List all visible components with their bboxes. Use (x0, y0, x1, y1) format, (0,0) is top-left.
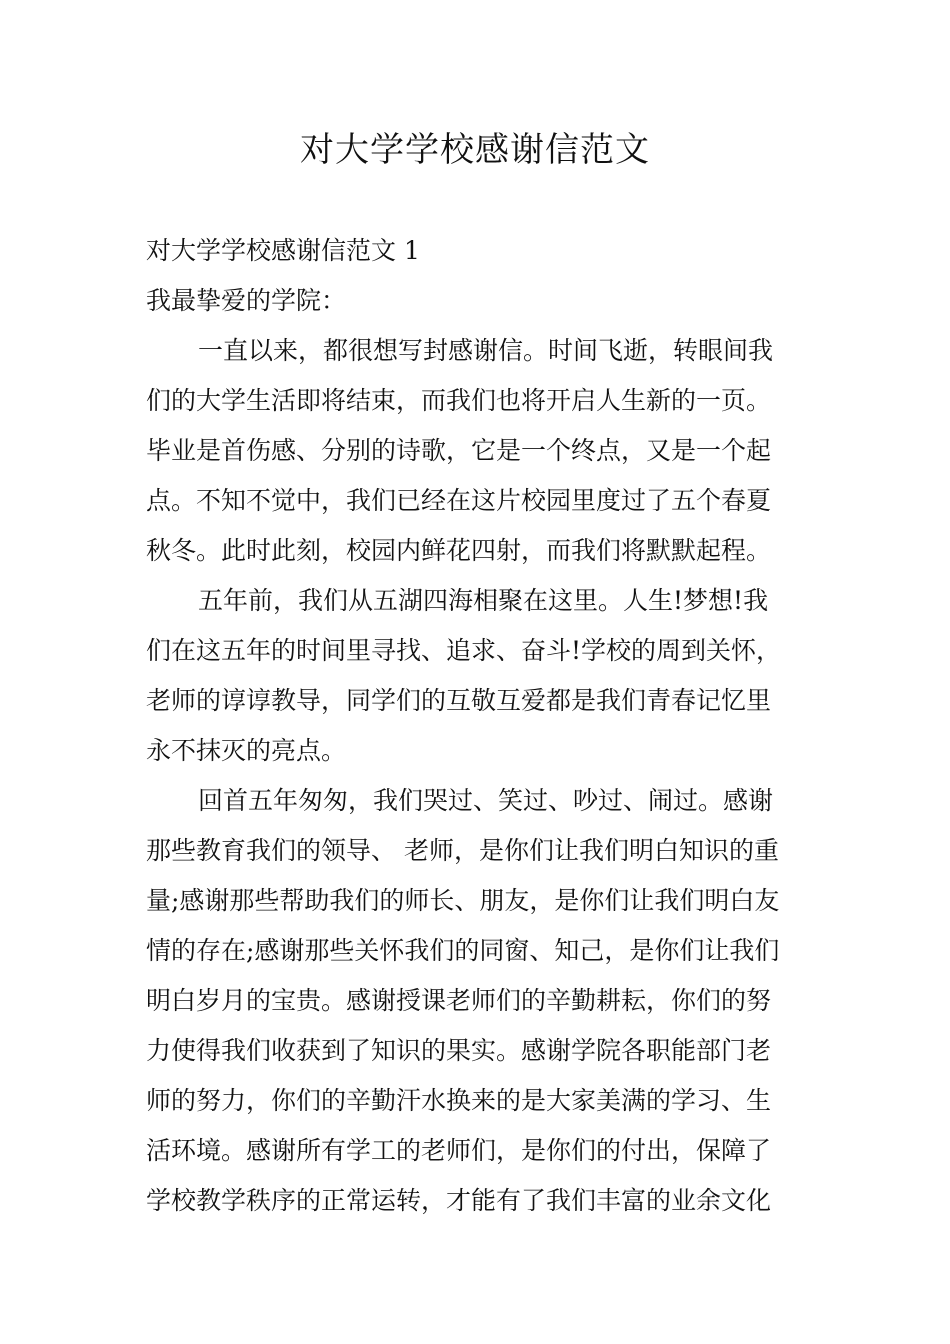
paragraph-line: 们的大学生活即将结束，而我们也将开启人生新的一页。 (146, 386, 772, 415)
paragraph-line: 秋冬。此时此刻，校园内鲜花四射，而我们将默默起程。 (146, 536, 772, 565)
paragraph-line: 点。不知不觉中，我们已经在这片校园里度过了五个春夏 (146, 486, 772, 515)
paragraph-line: 永不抹灭的亮点。 (146, 736, 347, 765)
paragraph-line: 一直以来，都很想写封感谢信。时间飞逝，转眼间我 (198, 336, 774, 365)
paragraph-2 (146, 576, 806, 776)
paragraph-line: 活环境。感谢所有学工的老师们，是你们的付出，保障了 (146, 1136, 772, 1165)
subheading: 对大学学校感谢信范文 1 (146, 236, 420, 265)
paragraph-1 (146, 326, 806, 576)
paragraph-line: 那些教育我们的领导、 老师，是你们让我们明白知识的重 (146, 836, 779, 865)
document-title: 对大学学校感谢信范文 (300, 130, 650, 170)
paragraph-line: 们在这五年的时间里寻找、追求、奋斗!学校的周到关怀， (146, 636, 782, 665)
paragraph-line: 师的努力，你们的辛勤汗水换来的是大家美满的学习、生 (146, 1086, 772, 1115)
paragraph-line: 明白岁月的宝贵。感谢授课老师们的辛勤耕耘，你们的努 (146, 986, 772, 1015)
paragraph-line: 情的存在;感谢那些关怀我们的同窗、知己，是你们让我们 (146, 936, 780, 965)
paragraph-line: 量;感谢那些帮助我们的师长、朋友，是你们让我们明白友 (146, 886, 780, 915)
paragraph-line: 五年前，我们从五湖四海相聚在这里。人生!梦想!我 (198, 586, 769, 615)
document-body (146, 226, 806, 1226)
paragraph-3 (146, 776, 806, 1226)
paragraph-line: 力使得我们收获到了知识的果实。感谢学院各职能部门老 (146, 1036, 772, 1065)
salutation: 我最挚爱的学院： (146, 286, 347, 315)
paragraph-line: 学校教学秩序的正常运转，才能有了我们丰富的业余文化 (146, 1186, 772, 1215)
paragraph-line: 回首五年匆匆，我们哭过、笑过、吵过、闹过。感谢 (198, 786, 774, 815)
paragraph-line: 老师的谆谆教导，同学们的互敬互爱都是我们青春记忆里 (146, 686, 772, 715)
paragraph-line: 毕业是首伤感、分别的诗歌，它是一个终点，又是一个起 (146, 436, 772, 465)
